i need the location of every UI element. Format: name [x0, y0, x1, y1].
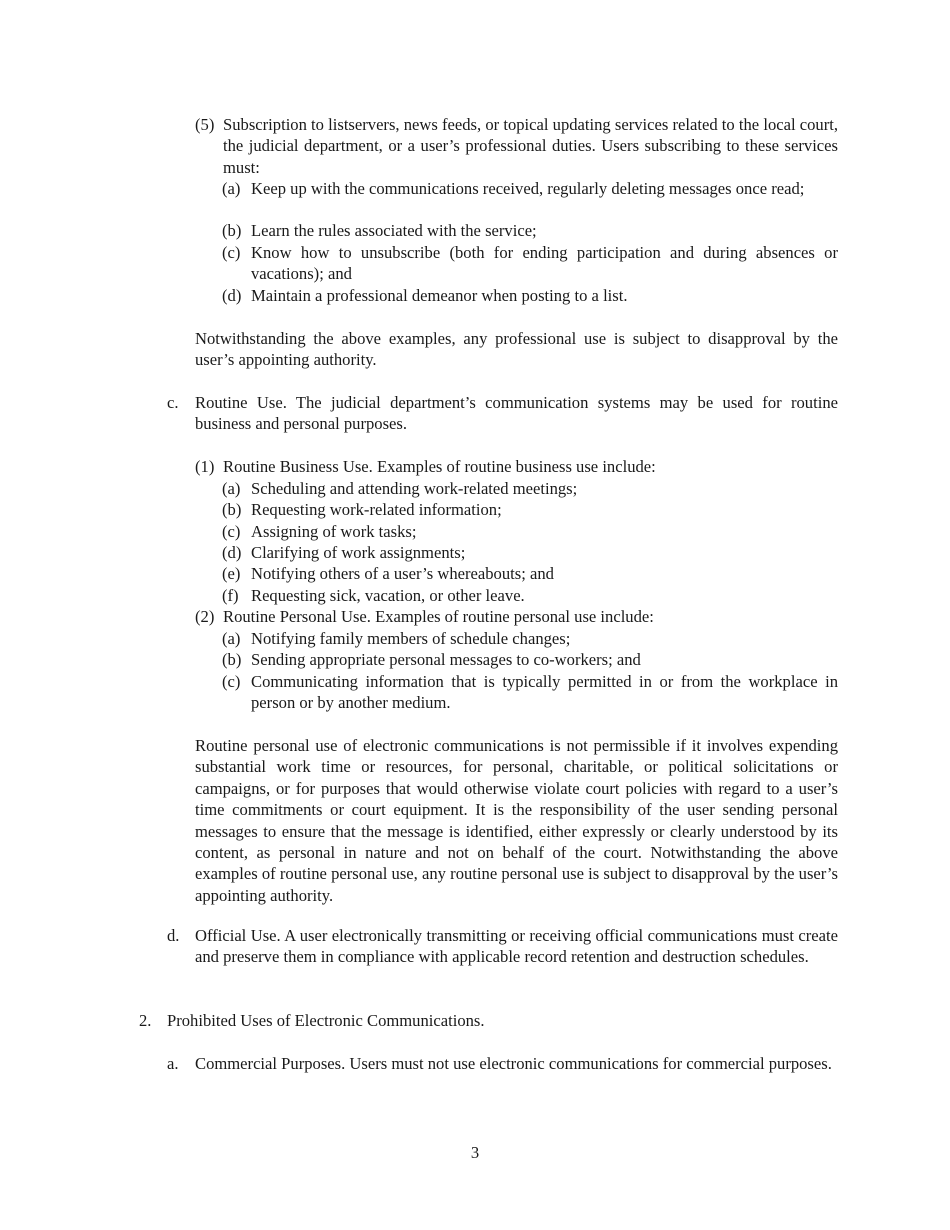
business-item-c [222, 521, 838, 542]
list-label: (5) [195, 115, 215, 134]
routine-personal-paragraph: Routine personal use of electronic communications is not permissible if it involves expending substantial work time or resources, for personal, charitable, or political solicitations or campaigns, or for purposes that would otherwise violate court policies with regard to a user’s time commitments or court equipment. It is the responsibility of the user sending personal messages to ensure that the message is identified, either expressly or clearly understood by its content, as personal in nature and not on behalf of the court. Notwithstanding the above examples of routine personal use, any routine personal use is subject to disapproval by the user’s appointing authority. [195, 736, 838, 905]
list-text: Routine Personal Use. Examples of routine personal use include: [223, 607, 654, 626]
section-2-prohibited-uses [139, 1010, 838, 1031]
personal-item-a [222, 628, 838, 649]
business-item-f [222, 585, 838, 606]
list-text: Routine Business Use. Examples of routine business use include: [223, 457, 656, 476]
list-item-5 [195, 114, 838, 178]
list-label: (a) [222, 629, 241, 648]
section-c-routine-use [167, 392, 838, 435]
list-text: Assigning of work tasks; [251, 522, 417, 541]
list-text: Scheduling and attending work-related meetings; [251, 479, 578, 498]
section-label: 2. [139, 1011, 152, 1030]
list-text: Maintain a professional demeanor when posting to a list. [251, 286, 628, 305]
list-label: (d) [222, 286, 242, 305]
list-text: Notifying family members of schedule changes; [251, 629, 571, 648]
sub-item-b [222, 220, 838, 241]
list-label: (b) [222, 500, 242, 519]
section-label: c. [167, 393, 179, 412]
business-item-d [222, 542, 838, 563]
list-text: Know how to unsubscribe (both for ending participation and during absences or vacations); and [251, 243, 838, 284]
personal-item-b [222, 649, 838, 670]
list-label: (c) [222, 243, 241, 262]
list-text: Keep up with the communications received, regularly deleting messages once read; [251, 179, 805, 198]
section-label: a. [167, 1054, 179, 1073]
list-label: (a) [222, 179, 241, 198]
section-text: Routine Use. The judicial department’s communication systems may be used for routine business and personal purposes. [195, 393, 838, 434]
business-item-b [222, 499, 838, 520]
section-d-official-use [167, 925, 838, 968]
section-label: d. [167, 926, 180, 945]
list-label: (e) [222, 564, 241, 583]
list-text: Communicating information that is typically permitted in or from the workplace in person or by another medium. [251, 672, 838, 713]
page-number: 3 [470, 1143, 480, 1162]
list-text: Requesting work-related information; [251, 500, 502, 519]
list-text: Clarifying of work assignments; [251, 543, 466, 562]
section-2a-commercial-purposes [167, 1053, 838, 1074]
section-text: Official Use. A user electronically transmitting or receiving official communications must create and preserve them in compliance with applicable record retention and destruction schedules. [195, 926, 838, 967]
list-label: (2) [195, 607, 215, 626]
personal-item-c [222, 671, 838, 714]
list-text: Subscription to listservers, news feeds, or topical updating services related to the local court, the judicial department, or a user’s professional duties. Users subscribing to these services must: [223, 115, 838, 177]
section-heading: Prohibited Uses of Electronic Communications. [167, 1011, 485, 1030]
list-text: Requesting sick, vacation, or other leave. [251, 586, 525, 605]
list-label: (c) [222, 522, 241, 541]
list-text: Sending appropriate personal messages to co-workers; and [251, 650, 641, 669]
business-item-a [222, 478, 838, 499]
list-label: (b) [222, 650, 242, 669]
list-label: (f) [222, 586, 239, 605]
list-text: Notifying others of a user’s whereabouts; and [251, 564, 554, 583]
list-label: (b) [222, 221, 242, 240]
list-label: (c) [222, 672, 241, 691]
section-text: Commercial Purposes. Users must not use electronic communications for commercial purposes. [195, 1054, 832, 1073]
list-text: Learn the rules associated with the service; [251, 221, 537, 240]
notwithstanding-paragraph: Notwithstanding the above examples, any professional use is subject to disapproval by the user’s appointing authority. [195, 329, 838, 370]
routine-personal-use [195, 606, 838, 627]
list-label: (a) [222, 479, 241, 498]
sub-item-a [222, 178, 838, 199]
routine-business-use [195, 456, 838, 477]
sub-item-c [222, 242, 838, 285]
list-label: (d) [222, 543, 242, 562]
sub-item-d [222, 285, 838, 306]
business-item-e [222, 563, 838, 584]
list-label: (1) [195, 457, 215, 476]
